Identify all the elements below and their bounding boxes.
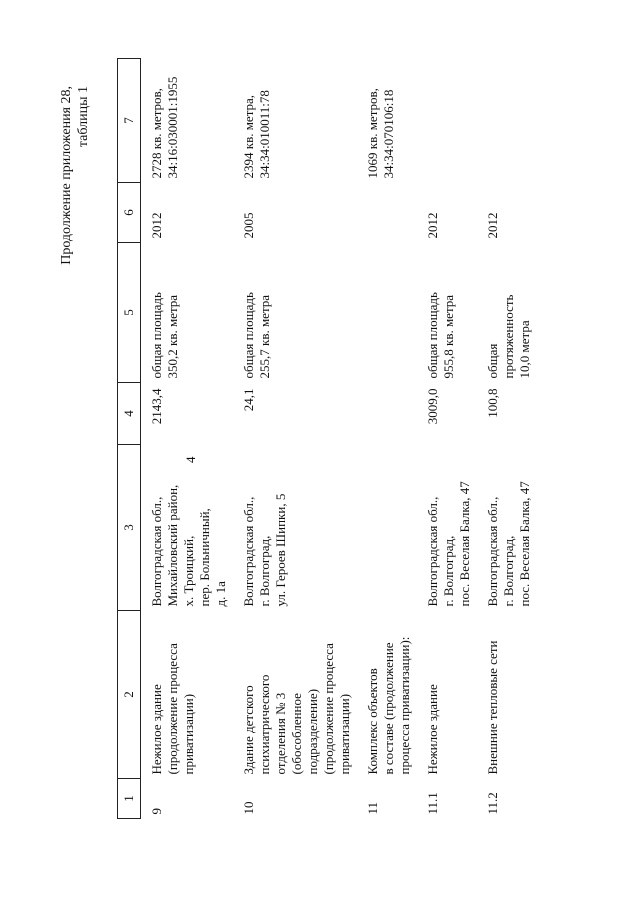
object-name: Внешние тепловые сети [485, 640, 500, 775]
object-year: 2005 [241, 212, 256, 239]
object-characteristic: общая площадь 955,8 кв. метра [425, 292, 456, 379]
object-characteristic [357, 243, 417, 383]
row-number: 11.1 [425, 792, 440, 815]
object-year [357, 183, 417, 243]
objects-table [117, 58, 537, 819]
column-header-3: 3 [118, 445, 141, 611]
object-characteristic: общая площадь 350,2 кв. метра [149, 292, 180, 379]
row-number: 10 [241, 801, 256, 815]
object-address [357, 445, 417, 611]
header-note: Продолжение приложения 28, таблицы 1 [59, 86, 91, 265]
object-address: Волгоградская обл., Михайловский район, х. Троицкий, пер. Больничный, д. 1а [149, 484, 228, 607]
column-header-5: 5 [118, 243, 141, 383]
table-row [357, 59, 417, 819]
column-header-2: 2 [118, 611, 141, 779]
table-row [233, 59, 357, 819]
object-address: Волгоградская обл., г. Волгоград, пос. Веселая Балка, 47 [485, 481, 532, 607]
object-address: Волгоградская обл., г. Волгоград, пос. Веселая Балка, 47 [425, 481, 472, 607]
object-value: 3009,0 [425, 388, 440, 425]
column-header-6: 6 [118, 183, 141, 243]
object-address: Волгоградская обл., г. Волгоград, ул. Героев Шипки, 5 [241, 493, 288, 607]
object-value: 24,1 [241, 388, 256, 412]
object-year: 2012 [425, 212, 440, 239]
land-plot: 2728 кв. метров, 34:16:030001:1955 [149, 76, 180, 179]
table-row [477, 59, 537, 819]
table-row [141, 59, 234, 819]
land-plot: 2394 кв. метра, 34:34:010011:78 [241, 90, 272, 179]
object-year: 2012 [149, 212, 164, 239]
object-characteristic: общая протяженность 10,0 метра [485, 294, 532, 379]
row-number: 11 [365, 801, 380, 815]
object-name: Нежилое здание [425, 684, 440, 775]
land-plot [417, 59, 477, 183]
column-number-row [118, 59, 141, 819]
column-header-7: 7 [118, 59, 141, 183]
object-value: 100,8 [485, 388, 500, 418]
object-name: Комплекс объектов в составе (продолжение процесса приватизации): [365, 636, 412, 775]
page-number: 4 [183, 456, 198, 463]
column-header-1: 1 [118, 779, 141, 819]
object-characteristic: общая площадь 255,7 кв. метра [241, 292, 272, 379]
row-number: 11.2 [485, 792, 500, 815]
table-row [417, 59, 477, 819]
land-plot: 1069 кв. метров, 34:34:070106:18 [365, 88, 396, 179]
object-name: Нежилое здание (продолжение процесса приватизации) [149, 643, 196, 775]
object-year: 2012 [485, 212, 500, 239]
land-plot [477, 59, 537, 183]
object-name: Здание детского психиатрического отделения № 3 (обособленное подразделение) (продолжение процесса приватизации) [241, 643, 352, 775]
row-number: 9 [149, 808, 164, 815]
column-header-4: 4 [118, 383, 141, 445]
object-value [357, 383, 417, 445]
object-value: 2143,4 [149, 388, 164, 425]
